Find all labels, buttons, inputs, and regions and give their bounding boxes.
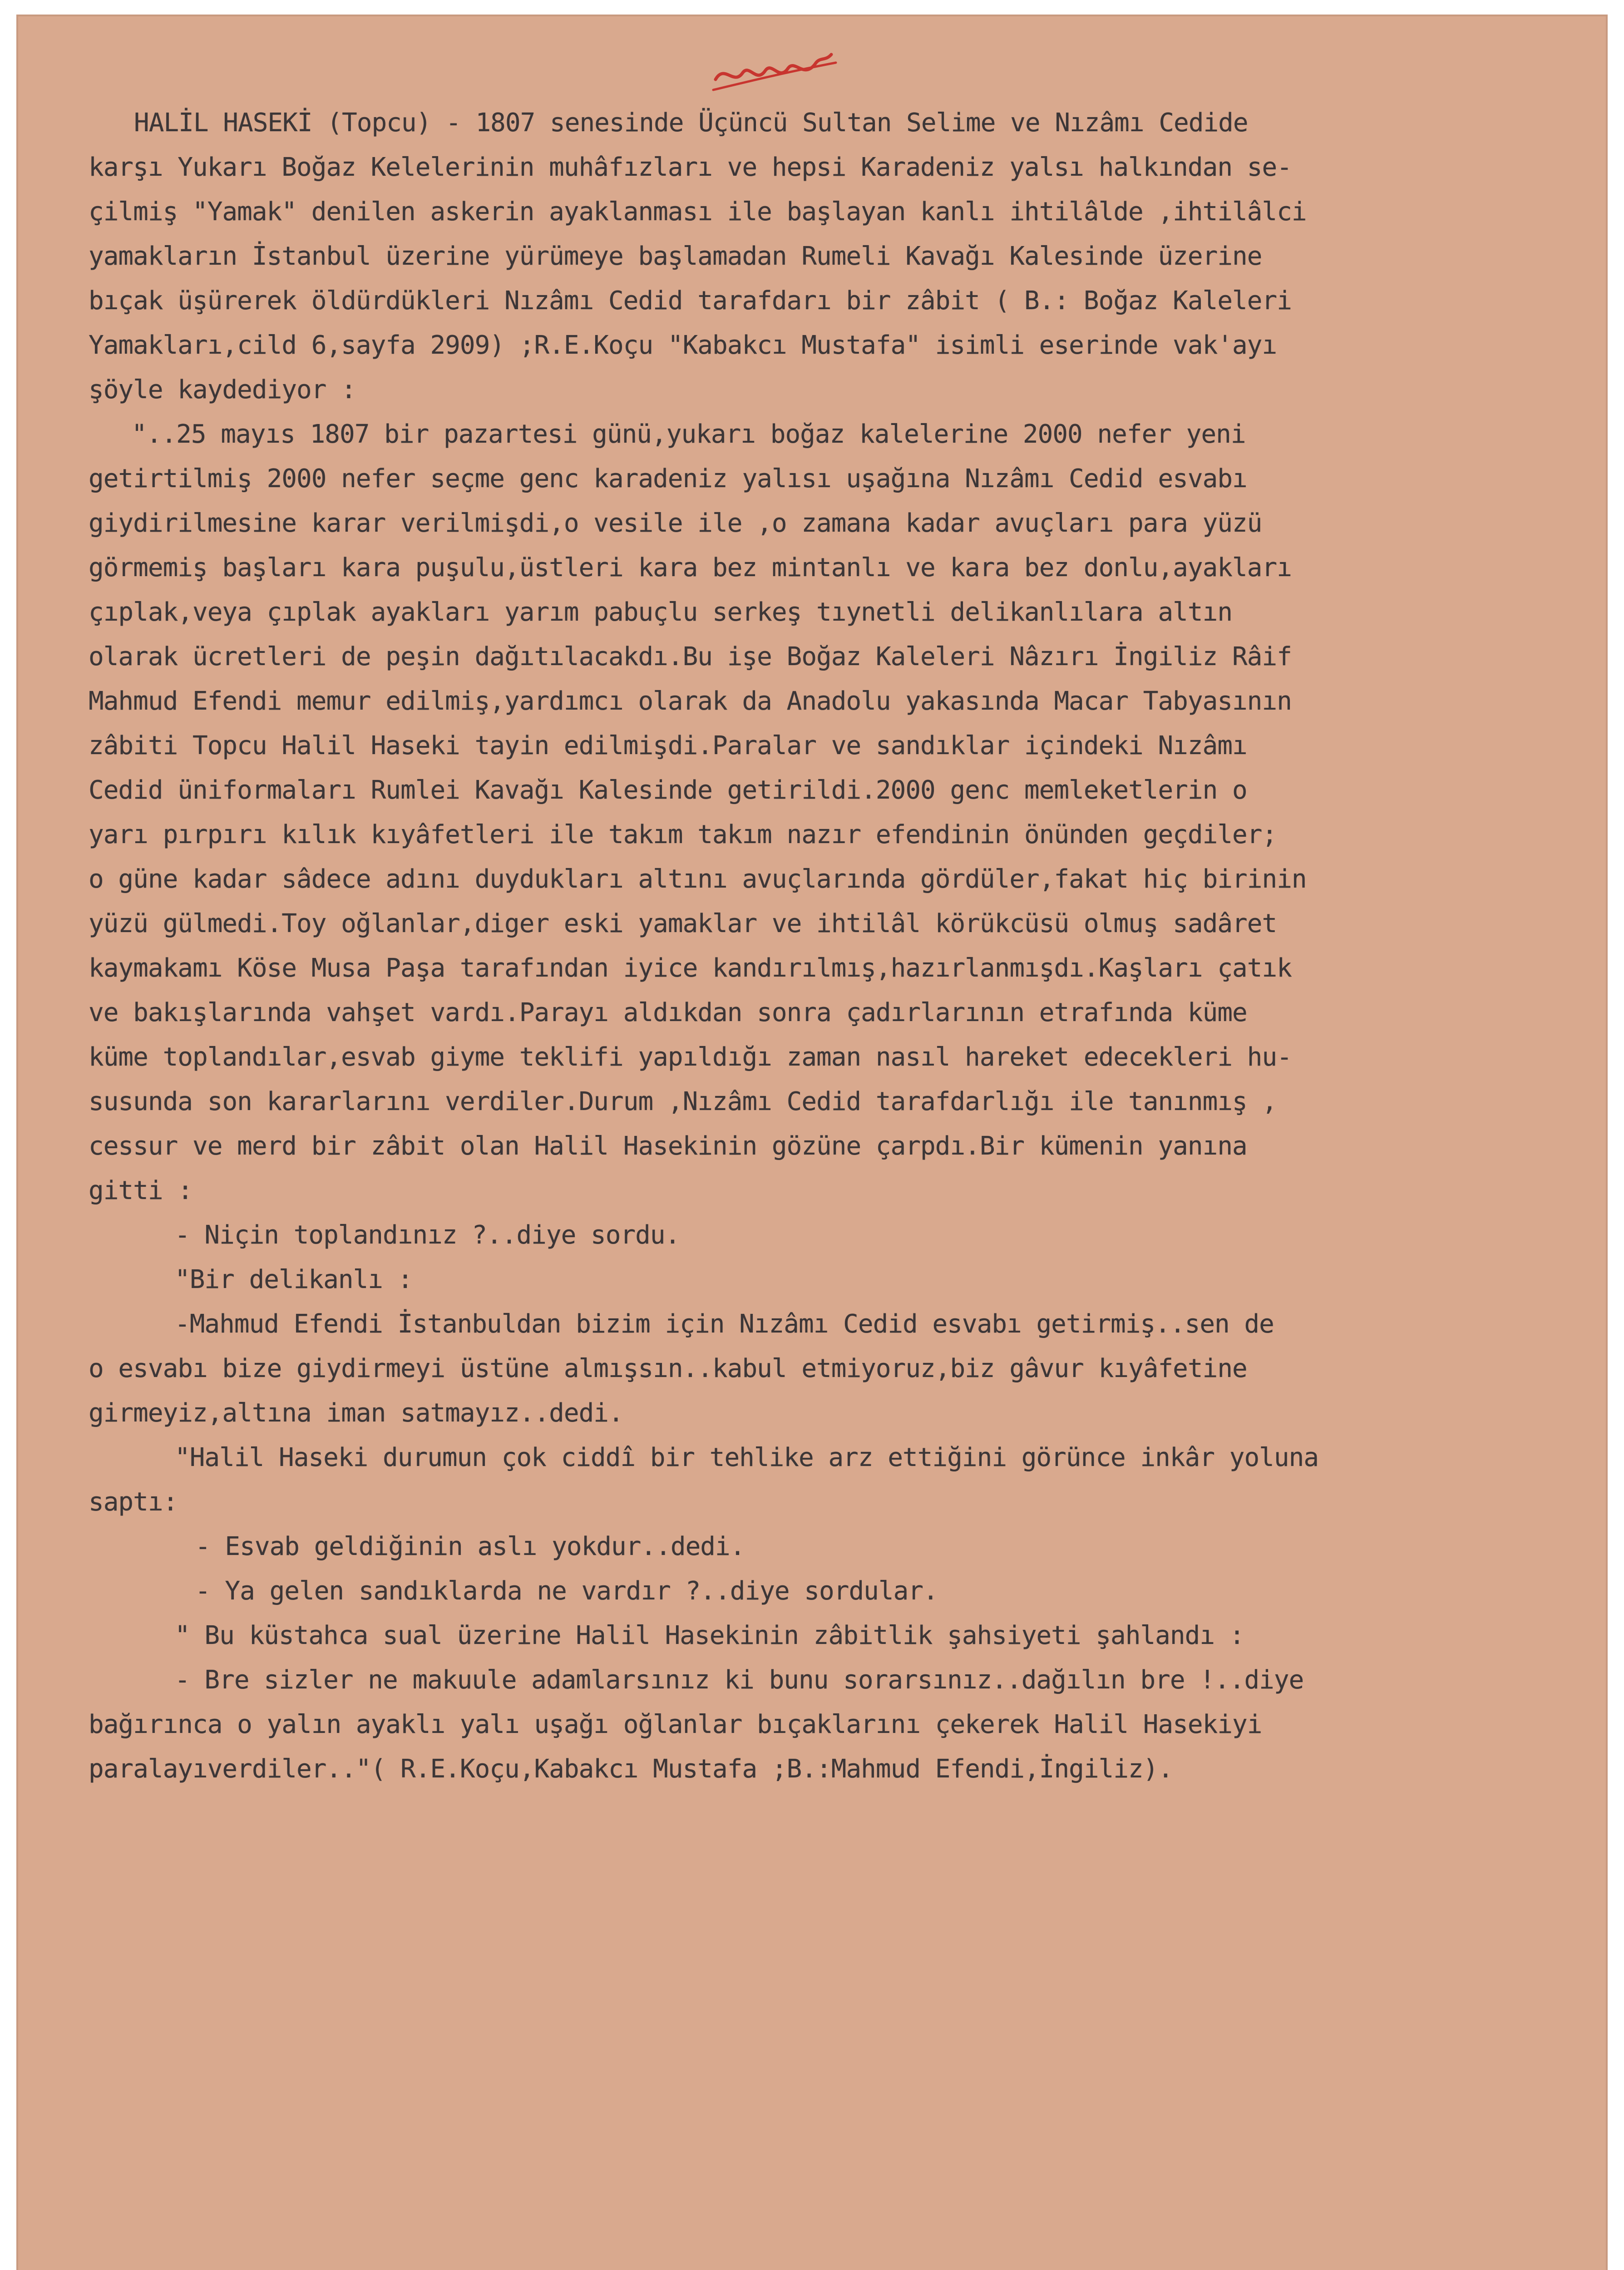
text-line: -Mahmud Efendi İstanbuldan bizim için Nızâmı Cedid esvabı getirmiş..sen de	[175, 1309, 1274, 1339]
text-line: Yamakları,cild 6,sayfa 2909) ;R.E.Koçu "Kabakcı Mustafa" isimli eserinde vak'ayı	[89, 331, 1277, 360]
text-line: yarı pırpırı kılık kıyâfetleri ile takım takım nazır efendinin önünden geçdiler;	[89, 820, 1277, 849]
text-line: çıplak,veya çıplak ayakları yarım pabuçlu serkeş tıynetli delikanlılara altın	[89, 597, 1233, 627]
text-line: kaymakamı Köse Musa Paşa tarafından iyice kandırılmış,hazırlanmışdı.Kaşları çatık	[89, 953, 1292, 983]
text-line: - Esvab geldiğinin aslı yokdur..dedi.	[195, 1532, 745, 1561]
text-line: o esvabı bize giydirmeyi üstüne almışsın..kabul etmiyoruz,biz gâvur kıyâfetine	[89, 1354, 1247, 1383]
handwritten-mark	[706, 36, 843, 104]
text-line: "Halil Haseki durumun çok ciddî bir tehlike arz ettiğini görünce inkâr yoluna	[175, 1443, 1319, 1472]
text-line: görmemiş başları kara puşulu,üstleri kara bez mintanlı ve kara bez donlu,ayakları	[89, 553, 1292, 582]
text-line: cessur ve merd bir zâbit olan Halil Hasekinin gözüne çarpdı.Bir kümenin yanına	[89, 1131, 1247, 1161]
text-line: getirtilmiş 2000 nefer seçme genc karadeniz yalısı uşağına Nızâmı Cedid esvabı	[89, 464, 1247, 493]
text-line: küme toplandılar,esvab giyme teklifi yapıldığı zaman nasıl hareket edecekleri hu-	[89, 1042, 1292, 1072]
text-line: yamakların İstanbul üzerine yürümeye başlamadan Rumeli Kavağı Kalesinde üzerine	[89, 242, 1262, 271]
text-line: şöyle kaydediyor :	[89, 375, 356, 405]
text-line: girmeyiz,altına iman satmayız..dedi.	[89, 1398, 623, 1428]
text-line: paralayıverdiler.."( R.E.Koçu,Kabakcı Mustafa ;B.:Mahmud Efendi,İngiliz).	[89, 1754, 1173, 1784]
text-line: çilmiş "Yamak" denilen askerin ayaklanması ile başlayan kanlı ihtilâlde ,ihtilâlci	[89, 197, 1307, 227]
text-line: zâbiti Topcu Halil Haseki tayin edilmişdi.Paralar ve sandıklar içindeki Nızâmı	[89, 731, 1247, 760]
text-line: " Bu küstahca sual üzerine Halil Hasekinin zâbitlik şahsiyeti şahlandı :	[175, 1621, 1244, 1650]
text-line: karşı Yukarı Boğaz Kelelerinin muhâfızları ve hepsi Karadeniz yalsı halkından se-	[89, 153, 1292, 182]
text-line: - Ya gelen sandıklarda ne vardır ?..diye sordular.	[195, 1576, 938, 1606]
text-line: "Bir delikanlı :	[175, 1265, 413, 1294]
text-line: o güne kadar sâdece adını duydukları altını avuçlarında gördüler,fakat hiç birinin	[89, 864, 1307, 894]
text-line: - Niçin toplandınız ?..diye sordu.	[175, 1220, 680, 1250]
text-line: yüzü gülmedi.Toy oğlanlar,diger eski yamaklar ve ihtilâl körükcüsü olmuş sadâret	[89, 909, 1277, 938]
text-line: Mahmud Efendi memur edilmiş,yardımcı olarak da Anadolu yakasında Macar Tabyasının	[89, 686, 1292, 716]
text-line: HALİL HASEKİ (Topcu) - 1807 senesinde Üçüncü Sultan Selime ve Nızâmı Cedide	[134, 108, 1248, 138]
text-line: Cedid üniformaları Rumlei Kavağı Kalesinde getirildi.2000 genc memleketlerin o	[89, 775, 1247, 805]
text-line: olarak ücretleri de peşin dağıtılacakdı.Bu işe Boğaz Kaleleri Nâzırı İngiliz Râif	[89, 642, 1292, 671]
text-line: "..25 mayıs 1807 bir pazartesi günü,yukarı boğaz kalelerine 2000 nefer yeni	[132, 419, 1246, 449]
text-line: bıçak üşürerek öldürdükleri Nızâmı Cedid tarafdarı bir zâbit ( B.: Boğaz Kaleleri	[89, 286, 1292, 316]
text-line: bağırınca o yalın ayaklı yalı uşağı oğlanlar bıçaklarını çekerek Halil Hasekiyi	[89, 1710, 1262, 1739]
text-line: - Bre sizler ne makuule adamlarsınız ki bunu sorarsınız..dağılın bre !..diye	[175, 1665, 1304, 1695]
text-line: gitti :	[89, 1176, 193, 1205]
text-line: susunda son kararlarını verdiler.Durum ,Nızâmı Cedid tarafdarlığı ile tanınmış ,	[89, 1087, 1277, 1116]
text-line: ve bakışlarında vahşet vardı.Parayı aldıkdan sonra çadırlarının etrafında küme	[89, 998, 1247, 1027]
text-line: giydirilmesine karar verilmişdi,o vesile ile ,o zamana kadar avuçları para yüzü	[89, 508, 1262, 538]
text-line: saptı:	[89, 1487, 178, 1517]
